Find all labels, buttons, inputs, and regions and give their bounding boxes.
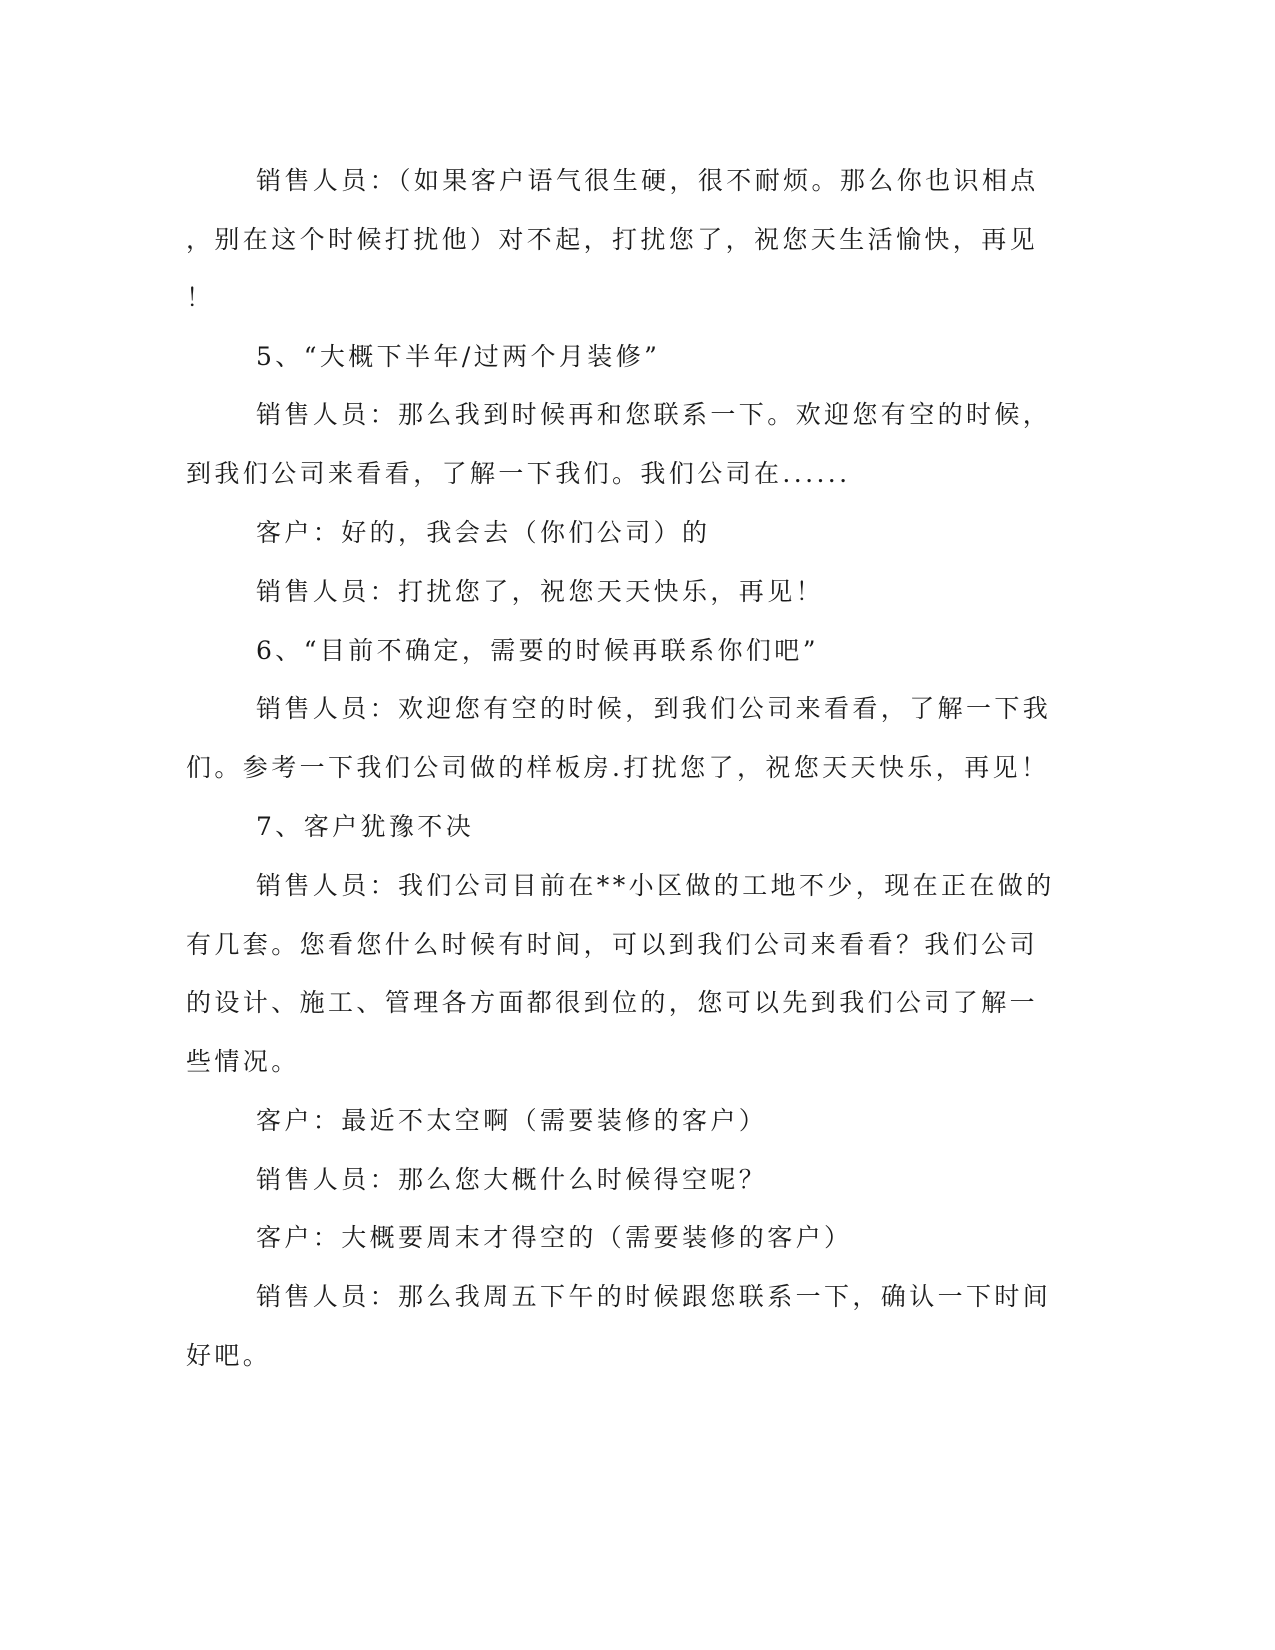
paragraph-line: 有几套。您看您什么时候有时间，可以到我们公司来看看？我们公司: [186, 930, 1039, 959]
paragraph-line: 的设计、施工、管理各方面都很到位的，您可以先到我们公司了解一: [186, 988, 1039, 1017]
paragraph-line: 销售人员：（如果客户语气很生硬，很不耐烦。那么你也识相点: [256, 166, 1039, 195]
paragraph-line: 销售人员：欢迎您有空的时候，到我们公司来看看，了解一下我: [256, 694, 1052, 723]
paragraph-line: 到我们公司来看看，了解一下我们。我们公司在......: [186, 459, 851, 488]
paragraph-line: 销售人员：我们公司目前在**小区做的工地不少，现在正在做的: [256, 871, 1055, 900]
paragraph-line: 客户：好的，我会去（你们公司）的: [256, 518, 711, 547]
paragraph-line: ！: [186, 283, 215, 312]
paragraph-line: 销售人员：那么我周五下午的时候跟您联系一下，确认一下时间: [256, 1282, 1052, 1311]
paragraph-line: 们。参考一下我们公司做的样板房.打扰您了，祝您天天快乐，再见！: [186, 753, 1050, 782]
section-heading: 7、客户犹豫不决: [256, 812, 475, 841]
paragraph-line: 好吧。: [186, 1341, 272, 1370]
paragraph-line: 客户：大概要周末才得空的（需要装修的客户）: [256, 1223, 853, 1252]
paragraph-line: ，别在这个时候打扰他）对不起，打扰您了，祝您天生活愉快，再见: [186, 225, 1039, 254]
section-heading: 6、“目前不确定，需要的时候再联系你们吧”: [256, 636, 819, 665]
paragraph-line: 销售人员：那么我到时候再和您联系一下。欢迎您有空的时候，: [256, 400, 1052, 429]
paragraph-line: 些情况。: [186, 1047, 300, 1076]
paragraph-line: 销售人员：打扰您了，祝您天天快乐，再见！: [256, 577, 825, 606]
paragraph-line: 客户：最近不太空啊（需要装修的客户）: [256, 1106, 768, 1135]
paragraph-line: 销售人员：那么您大概什么时候得空呢？: [256, 1165, 768, 1194]
section-heading: 5、“大概下半年/过两个月装修”: [256, 342, 661, 371]
